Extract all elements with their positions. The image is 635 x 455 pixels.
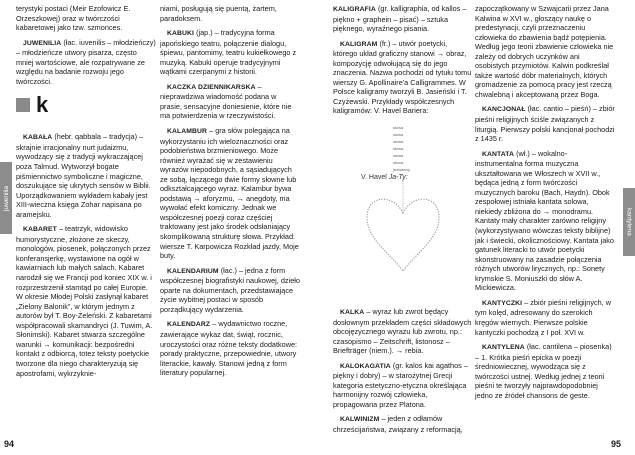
entry-kancjonal: KANCJONAŁ (łac. cantio – pieśń) – zbiór pieśni religijnych ściśle związanych z liturgią. Pierwszy polski kancjonał pochodzi z 1435 r. bbox=[475, 104, 615, 144]
page-number-left: 94 bbox=[4, 439, 15, 449]
entry-text: zapoczątkowany w Szwajcarii przez Jana Kalwina w XVI w., głoszący naukę o predestynacji, czyli przeznaczeniu człowieka do zbawienia bądź potępienia. Według jego teorii zbawienie człowieka nie zależy od dobrych uczynków ani osobistych przymiotów. Kalwin podkreślał także wartość dóbr materialnych, których gromadzenie za pomocą pracy jest rzeczą chwalebną i akceptowaną przez Boga. bbox=[475, 4, 614, 99]
entry-juwenilia: JUWENILIA (łac. iuvenilis – młodzieńczy) – młodzieńcze utwory pisarza, często mniej wartościowe, ale rozpatrywane ze względu na badanie rozwoju jego twórczości. bbox=[16, 37, 156, 86]
section-square-icon bbox=[16, 98, 30, 112]
calligram-word: słowa bbox=[393, 125, 404, 131]
entry-text: niami, posługują się puentą, żartem, paradoksem. bbox=[160, 4, 277, 23]
entry-kalka: KALKA – wyraz lub zwrot będący dosłownym przekładem części składowych obcojęzycznego wyrazu lub zwrotu, np.: czasopismo – Zeitschrift, listonosz – Briefträger (niem.). → rebia. bbox=[333, 307, 472, 356]
calligram-word: słowa bbox=[393, 132, 404, 138]
entry-kantylena: KANTYLENA (łac. cantilena – piosenka) – 1. Krótka pieśń epicka w poezji średniowiecznej, wywodząca się z twórczości ustnej. Według jednej z teorii pieśni te tworzyły najprawdopodobniej jedno ze źródeł chansons de geste. bbox=[475, 342, 612, 400]
left-page-column-2 bbox=[160, 4, 300, 383]
left-page-column-1 bbox=[16, 4, 156, 383]
calligram-word: jedwabny bbox=[393, 167, 410, 173]
calligram-figure bbox=[333, 121, 473, 301]
calligram-word: słowa bbox=[393, 139, 404, 145]
entry-kalendarium: KALENDARIUM (łac.) – jedna z form współczesnej biografistyki naukowej, dzieło oparte na dokumentach, przedstawiające życie wybitnej postaci w sposób porządkujący wydarzenia. bbox=[160, 265, 300, 314]
entry-text: terystyki postaci (Meir Ezofowicz E. Orzeszkowej) oraz w twórczości kabaretowej jako tzw. szmonces. bbox=[16, 4, 131, 33]
side-tab-right: kantylena bbox=[623, 188, 635, 256]
calligram-word: słowa bbox=[393, 160, 404, 166]
entry-kantyczki: KANTYCZKI – zbiór pieśni religijnych, w tym kolęd, adresowany do szerokich kręgów wiernych. Pierwsze polskie kantyczki pochodzą z I poł. XVI w. bbox=[475, 297, 611, 337]
section-letter: k bbox=[36, 92, 49, 118]
entry-kantata: KANTATA (wł.) – wokalno-instrumentalna forma muzyczna ukształtowana we Włoszech w XVII w., będąca jedną z form twórczości muzycznych baroku (Bach, Haydn). Obok zespołowej istniała kantata solowa, niekiedy zbliżona do → monodramu. Kantaty mały charakter zarówno religijny (wykorzystywano wówczas teksty biblijne) jak i świecki, okolicznościowy. Kantata jako gatunek literacki to utwór poetycki skonstruowany na zasadzie połączenia różnych utworów lirycznych, np.: Sonety krymskie S. Moniuszki do słów A. Mickiewicza. bbox=[475, 148, 614, 293]
calligram-word: słowa bbox=[393, 146, 404, 152]
calligram-word: słowa bbox=[393, 153, 404, 159]
entry-kalokagatia: KALOKAGATIA (gr. kalos kai agathos – piękny i dobry) – w starożytnej Grecji kategoria estetyczno-etyczna określająca harmonijny rozwój człowieka, propagowana przez Platona. bbox=[333, 360, 468, 409]
section-header-k bbox=[16, 94, 156, 116]
entry-kabala: KABAŁA (hebr. qabbala – tradycja) – skrajnie irracjonalny nurt judaizmu, wywodzący się z tradycji wykraczającej poza Talmud. Wytworzył bogate piśmiennictwo symboliczne i magiczne, doszukujące się ukrytych sensów w Biblii. Uporządkowaniem wykładem kabały jest XIII-wieczna księga Zohar napisana po aramejsku. bbox=[16, 132, 151, 219]
side-tab-left: juwenilia bbox=[0, 162, 12, 234]
page-number-right: 95 bbox=[610, 439, 621, 449]
calligram-caption: V. Havel Ja-Ty: bbox=[361, 174, 408, 182]
entry-kabaret: KABARET – teatrzyk, widowisko humorystyczne, złożone ze skeczy, monologów, piosenek, połączonych przez konferansjerkę, wystawione na ogół w kawiarniach lub małych salach. Kabaret narodził się we Francji pod koniec XIX w. i rozprzestrzenił stamtąd po całej Europie. W okresie Młodej Polski zasłynął kabaret „Zielony Balonik”, w którym jednym z autorów był T. Boy-Żeleński. Z kabaretami współpracowali skamandryci (J. Tuwim, A. Słonimski). Kabaret stwarza szczególne warunki → komunikacji: bezpośredni kontakt z odbiorcą, totez teksty poetyckie tworzone dla niego charakteryzują się apostrofami, wykrzyknie- bbox=[16, 224, 153, 378]
entry-kaczka: KACZKA DZIENNIKARSKA – nieprawdziwa wiadomość podana w prasie, sensacyjne doniesienie, które nie ma potwierdzenia w rzeczywistości. bbox=[160, 81, 292, 121]
entry-kalambur: KALAMBUR – gra słów polegająca na wykorzystaniu ich wieloznaczności oraz podobieństwa brzmieniowego. Może również wyrażać się w zestawieniu wyrazów niepodobnych, a sąsiadujących ze sobą, łączącego dwie formy słowne lub odkształcającego wyraz. Kalambur bywa podstawą → aforyzmu, → anegdoty, ma wywołać efekt komiczny. Jednak we współczesnej poezji coraz częściej traktowany jest jako środek odsłaniający skomplikowaną strukturę słowa. Przykład: wiersze T. Karpowicza Rozkład jazdy, Moje buty. bbox=[160, 126, 299, 261]
entry-kaligrafia: KALIGRAFIA (gr. kalligraphia, od kallos – piękno + graphein – pisać) – sztuka pięknego, wyraźnego pisania. bbox=[333, 4, 467, 34]
right-page-column-1 bbox=[333, 4, 473, 440]
entry-kalendarz: KALENDARZ – wydawnictwo roczne, zawierające wykaz dat, świąt, rocznic, uroczystości oraz różne teksty dodatkowe: porady praktyczne, przepowiednie, utwory literackie, kawały. Stanowi jedną z form literatury popularnej. bbox=[160, 319, 298, 378]
right-page-column-2 bbox=[475, 4, 615, 405]
calligram-heart-graphic bbox=[333, 121, 473, 301]
entry-kabuki: KABUKI (jap.) – tradycyjna forma japońskiego teatru, połączenie dialogu, śpiewu, pantomimy, teatru kukiełkowego z muzyką. Kabuki operuje tradycyjnymi wątkami czerpanymi z historii. bbox=[160, 28, 297, 77]
entry-kaligram: KALIGRAM (fr.) – utwór poetycki, którego układ graficzny stanowi → obraz, kompozycję odwołującą się do jego znaczenia. Nazwa pochodzi od tytułu tomu wierszy G. Apollinaire'a Calligrammes. W Polsce kaligramy tworzyli B. Jasieński i T. Czyżewski. Przykłady współczesnych kaligramów: V. Havel Bariera: bbox=[333, 38, 472, 116]
entry-kalwinizm: KALWINIZM – jeden z odłamów chrześcijaństwa, związany z reformacją, bbox=[333, 414, 463, 435]
